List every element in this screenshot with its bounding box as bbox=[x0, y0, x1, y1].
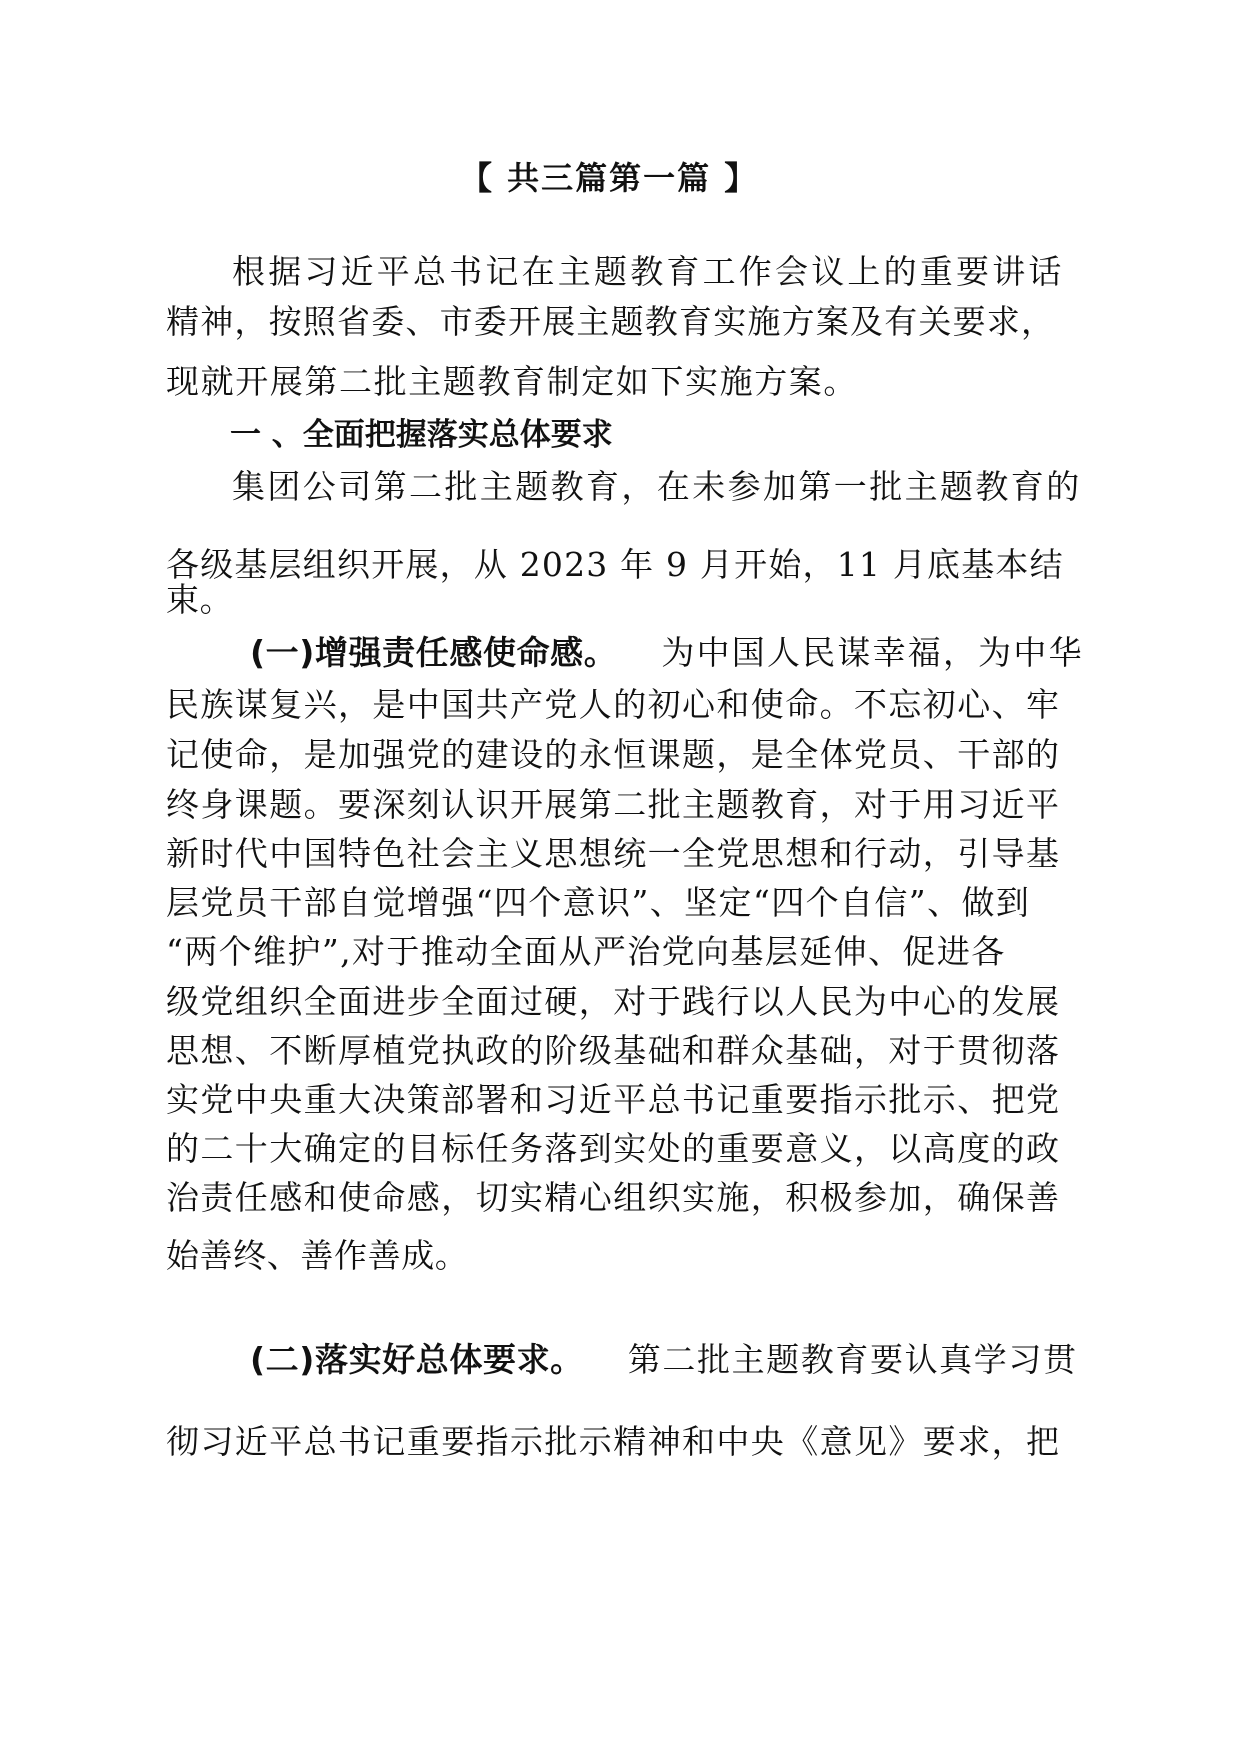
section-heading-1: 一 、全面把握落实总体要求 bbox=[230, 417, 613, 453]
subsection-1-line: 终身课题。要深刻认识开展第二批主题教育，对于用习近平 bbox=[166, 785, 1061, 824]
subsection-1-line: 新时代中国特色社会主义思想统一全党思想和行动，引导基 bbox=[166, 834, 1061, 873]
subsection-2-first-line bbox=[250, 1340, 1078, 1380]
subsection-1-line: 始善终、善作善成。 bbox=[166, 1236, 469, 1275]
subsection-heading-2: (二)落实好总体要求。 bbox=[250, 1340, 584, 1379]
subsection-1-line: 层党员干部自觉增强“四个意识”、坚定“四个自信”、做到 bbox=[166, 883, 1031, 922]
subsection-2-lead: 第二批主题教育要认真学习贯 bbox=[627, 1340, 1078, 1379]
section1-line-3: 束。 bbox=[166, 580, 234, 619]
subsection-1-lead: 为中国人民谋幸福，为中华 bbox=[661, 633, 1084, 672]
document-title: 【 共三篇第一篇 】 bbox=[460, 159, 759, 197]
subsection-1-line: 思想、不断厚植党执政的阶级基础和群众基础，对于贯彻落 bbox=[166, 1031, 1061, 1070]
intro-line-1: 根据习近平总书记在主题教育工作会议上的重要讲话 bbox=[232, 252, 1065, 291]
intro-line-3: 现就开展第二批主题教育制定如下实施方案。 bbox=[166, 362, 858, 401]
subsection-2-line: 彻习近平总书记重要指示批示精神和中央《意见》要求，把 bbox=[166, 1422, 1061, 1461]
intro-line-2: 精神，按照省委、市委开展主题教育实施方案及有关要求， bbox=[166, 302, 1056, 341]
subsection-1-line: 级党组织全面进步全面过硬，对于践行以人民为中心的发展 bbox=[166, 982, 1061, 1021]
subsection-1-line: “两个维护”,对于推动全面从严治党向基层延伸、促进各 bbox=[166, 932, 1006, 971]
subsection-1-line: 民族谋复兴，是中国共产党人的初心和使命。不忘初心、牢 bbox=[166, 685, 1061, 724]
subsection-1-line: 实党中央重大决策部署和习近平总书记重要指示批示、把党 bbox=[166, 1080, 1061, 1119]
section1-line-1: 集团公司第二批主题教育，在未参加第一批主题教育的 bbox=[232, 467, 1082, 506]
subsection-1-line: 记使命，是加强党的建设的永恒课题，是全体党员、干部的 bbox=[166, 735, 1061, 774]
subsection-1-line: 治责任感和使命感，切实精心组织实施，积极参加，确保善 bbox=[166, 1178, 1061, 1217]
subsection-1-first-line bbox=[250, 633, 1084, 673]
subsection-1-line: 的二十大确定的目标任务落到实处的重要意义，以高度的政 bbox=[166, 1129, 1061, 1168]
section1-line-2: 各级基层组织开展，从 2023 年 9 月开始，11 月底基本结 bbox=[166, 545, 1064, 584]
subsection-heading-1: (一)增强责任感使命感。 bbox=[250, 633, 618, 672]
